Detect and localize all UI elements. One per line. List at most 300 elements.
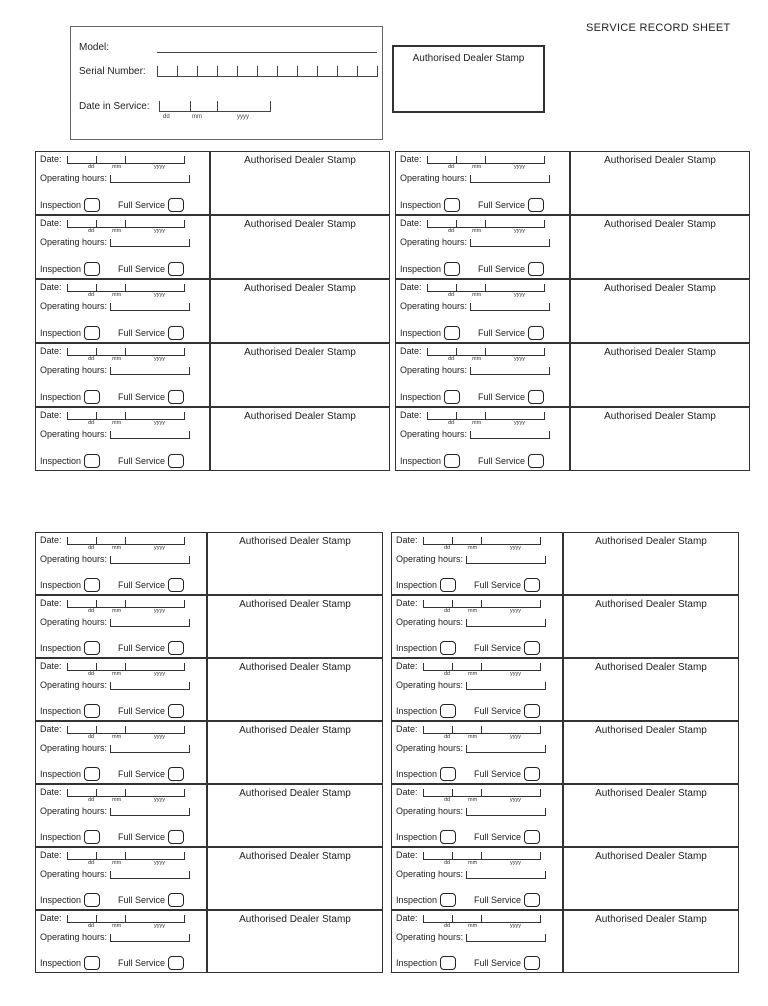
inspection-label: Inspection [40,264,82,274]
full-service-label: Full Service [118,580,166,590]
date-in-service-field[interactable] [159,101,271,112]
yyyy-caption: yyyy [154,797,165,803]
full-service-checkbox[interactable] [168,454,184,468]
dealer-stamp-cell[interactable]: Authorised Dealer Stamp [563,532,739,595]
full-service-checkbox[interactable] [168,390,184,404]
service-type-row [40,262,184,276]
full-service-checkbox[interactable] [528,326,544,340]
inspection-checkbox[interactable] [84,893,100,907]
full-service-checkbox[interactable] [524,767,540,781]
dealer-stamp-cell[interactable]: Authorised Dealer Stamp [570,215,750,279]
inspection-label: Inspection [40,200,82,210]
inspection-label: Inspection [40,769,82,779]
operating-hours-row [40,743,190,753]
yyyy-caption: yyyy [510,545,521,551]
serial-number-label: Serial Number: [79,66,146,78]
date-row [400,154,545,164]
service-entry-form [391,532,563,595]
operating-hours-row [40,237,190,247]
dd-caption: dd [88,860,95,866]
service-type-row [400,326,544,340]
inspection-label: Inspection [400,200,442,210]
dealer-stamp-cell[interactable]: Authorised Dealer Stamp [563,784,739,847]
date-label: Date: [396,913,418,923]
dealer-stamp-box[interactable]: Authorised Dealer Stamp [392,45,545,113]
full-service-label: Full Service [478,328,526,338]
inspection-label: Inspection [40,392,82,402]
operating-hours-label: Operating hours: [396,743,464,753]
inspection-checkbox[interactable] [84,578,100,592]
date-field[interactable] [64,850,185,860]
serial-number-field[interactable] [157,66,378,77]
dealer-stamp-cell[interactable]: Authorised Dealer Stamp [207,910,383,973]
date-row [400,346,545,356]
full-service-checkbox[interactable] [168,767,184,781]
operating-hours-label: Operating hours: [400,173,468,183]
date-label: Date: [40,724,62,734]
yyyy-caption: yyyy [154,356,165,362]
inspection-label: Inspection [40,643,82,653]
service-type-row [396,704,540,718]
dealer-stamp-cell[interactable]: Authorised Dealer Stamp [210,279,390,343]
service-record-row [35,151,750,215]
mm-caption: mm [112,164,122,170]
operating-hours-label: Operating hours: [40,743,108,753]
yyyy-caption: yyyy [510,923,521,929]
operating-hours-field[interactable] [110,239,190,247]
dd-caption: dd [88,545,95,551]
date-field[interactable] [64,661,185,671]
full-service-checkbox[interactable] [524,641,540,655]
date-field[interactable] [424,154,545,164]
dealer-stamp-cell[interactable]: Authorised Dealer Stamp [570,343,750,407]
date-field[interactable] [420,913,541,923]
operating-hours-label: Operating hours: [40,301,108,311]
date-field[interactable] [64,218,185,228]
full-service-checkbox[interactable] [528,454,544,468]
dealer-stamp-cell[interactable]: Authorised Dealer Stamp [207,721,383,784]
full-service-checkbox[interactable] [168,704,184,718]
date-row [396,850,541,860]
yyyy-caption: yyyy [510,608,521,614]
operating-hours-label: Operating hours: [396,554,464,564]
operating-hours-field[interactable] [110,682,190,690]
dd-caption: dd [88,797,95,803]
operating-hours-row [40,365,190,375]
inspection-checkbox[interactable] [84,262,100,276]
date-row [40,598,185,608]
date-row [40,787,185,797]
inspection-checkbox[interactable] [440,641,456,655]
date-label: Date: [396,661,418,671]
date-field[interactable] [64,787,185,797]
dealer-stamp-cell[interactable]: Authorised Dealer Stamp [570,407,750,471]
inspection-checkbox[interactable] [84,641,100,655]
date-field[interactable] [424,346,545,356]
mm-caption: mm [112,356,122,362]
full-service-checkbox[interactable] [168,326,184,340]
date-field[interactable] [420,850,541,860]
serial-number-row [79,66,378,77]
service-entry-form [395,407,570,471]
mm-caption: mm [112,420,122,426]
inspection-checkbox[interactable] [84,198,100,212]
full-service-checkbox[interactable] [168,262,184,276]
date-row [396,598,541,608]
full-service-label: Full Service [118,328,166,338]
date-row [400,218,545,228]
operating-hours-field[interactable] [470,303,550,311]
operating-hours-field[interactable] [110,556,190,564]
full-service-checkbox[interactable] [524,956,540,970]
operating-hours-field[interactable] [110,303,190,311]
inspection-checkbox[interactable] [84,704,100,718]
mm-caption: mm [468,923,478,929]
service-record-row [35,784,739,847]
service-record-row [35,847,739,910]
date-row [40,661,185,671]
operating-hours-label: Operating hours: [400,365,468,375]
yyyy-caption: yyyy [514,420,525,426]
operating-hours-label: Operating hours: [40,869,108,879]
date-field[interactable] [64,154,185,164]
dd-caption: dd [444,797,451,803]
full-service-label: Full Service [118,706,166,716]
operating-hours-field[interactable] [466,808,546,816]
date-field[interactable] [424,282,545,292]
inspection-checkbox[interactable] [84,454,100,468]
service-type-row [396,830,540,844]
dd-caption: dd [88,292,95,298]
service-record-row [35,595,739,658]
dd-caption: dd [88,608,95,614]
service-type-row [40,326,184,340]
inspection-checkbox[interactable] [84,326,100,340]
mm-caption: mm [112,228,122,234]
inspection-label: Inspection [396,643,438,653]
date-label: Date: [40,282,62,292]
date-label: Date: [40,850,62,860]
date-field[interactable] [420,787,541,797]
service-record-row [35,407,750,471]
dealer-stamp-cell[interactable]: Authorised Dealer Stamp [210,343,390,407]
operating-hours-row [40,680,190,690]
operating-hours-field[interactable] [470,431,550,439]
date-label: Date: [400,346,422,356]
operating-hours-row [400,237,550,247]
dd-caption: dd [448,164,455,170]
inspection-checkbox[interactable] [444,454,460,468]
operating-hours-label: Operating hours: [40,429,108,439]
date-row [40,154,185,164]
mm-caption: mm [112,608,122,614]
date-label: Date: [400,410,422,420]
inspection-label: Inspection [396,706,438,716]
service-entry-form [35,784,207,847]
service-type-row [40,956,184,970]
dd-caption: dd [444,860,451,866]
date-field[interactable] [64,282,185,292]
date-row [400,410,545,420]
operating-hours-label: Operating hours: [40,680,108,690]
service-entry-form [35,847,207,910]
dealer-stamp-cell[interactable]: Authorised Dealer Stamp [210,151,390,215]
mm-caption: mm [112,671,122,677]
service-type-row [40,578,184,592]
service-type-row [40,390,184,404]
date-field[interactable] [64,410,185,420]
mm-caption: mm [112,860,122,866]
full-service-checkbox[interactable] [524,704,540,718]
service-type-row [396,956,540,970]
dd-caption: dd [88,228,95,234]
inspection-checkbox[interactable] [84,767,100,781]
inspection-checkbox[interactable] [440,704,456,718]
operating-hours-label: Operating hours: [396,617,464,627]
service-record-row [35,532,739,595]
operating-hours-label: Operating hours: [40,365,108,375]
full-service-checkbox[interactable] [168,893,184,907]
dd-caption: dd [88,164,95,170]
operating-hours-field[interactable] [110,934,190,942]
yyyy-caption: yyyy [510,860,521,866]
dd-caption: dd [444,671,451,677]
yyyy-caption: yyyy [154,164,165,170]
page-title: SERVICE RECORD SHEET [586,22,731,34]
operating-hours-label: Operating hours: [396,932,464,942]
dealer-stamp-cell[interactable]: Authorised Dealer Stamp [563,721,739,784]
operating-hours-field[interactable] [110,619,190,627]
full-service-label: Full Service [118,264,166,274]
dealer-stamp-cell[interactable]: Authorised Dealer Stamp [570,279,750,343]
inspection-checkbox[interactable] [84,390,100,404]
operating-hours-row [396,932,546,942]
dd-caption: dd [88,923,95,929]
dd-caption: dd [88,734,95,740]
operating-hours-field[interactable] [470,175,550,183]
dd-caption: dd [88,671,95,677]
dealer-stamp-cell[interactable]: Authorised Dealer Stamp [207,784,383,847]
operating-hours-field[interactable] [466,619,546,627]
full-service-label: Full Service [474,769,522,779]
inspection-label: Inspection [40,456,82,466]
inspection-label: Inspection [40,706,82,716]
mm-caption: mm [112,292,122,298]
date-in-service-label: Date in Service: [79,101,150,113]
operating-hours-row [400,365,550,375]
operating-hours-row [40,173,190,183]
dealer-stamp-cell[interactable]: Authorised Dealer Stamp [207,658,383,721]
service-type-row [400,454,544,468]
dealer-stamp-cell[interactable]: Authorised Dealer Stamp [207,595,383,658]
full-service-checkbox[interactable] [528,390,544,404]
date-field[interactable] [64,913,185,923]
inspection-checkbox[interactable] [444,390,460,404]
operating-hours-field[interactable] [466,556,546,564]
inspection-checkbox[interactable] [444,198,460,212]
inspection-label: Inspection [40,895,82,905]
mm-caption: mm [468,797,478,803]
full-service-label: Full Service [118,958,166,968]
date-field[interactable] [424,410,545,420]
operating-hours-row [40,554,190,564]
date-label: Date: [396,850,418,860]
dd-caption: dd [88,420,95,426]
model-field[interactable] [157,41,377,53]
operating-hours-field[interactable] [470,367,550,375]
yyyy-caption: yyyy [514,228,525,234]
yyyy-caption: yyyy [237,114,249,120]
service-type-row [40,830,184,844]
dealer-stamp-cell[interactable]: Authorised Dealer Stamp [207,532,383,595]
inspection-checkbox[interactable] [444,262,460,276]
operating-hours-row [40,869,190,879]
operating-hours-field[interactable] [466,871,546,879]
operating-hours-label: Operating hours: [40,554,108,564]
date-label: Date: [40,346,62,356]
operating-hours-label: Operating hours: [400,301,468,311]
inspection-checkbox[interactable] [440,578,456,592]
operating-hours-field[interactable] [466,934,546,942]
service-record-row [35,721,739,784]
operating-hours-field[interactable] [110,808,190,816]
full-service-checkbox[interactable] [524,893,540,907]
date-row [40,850,185,860]
full-service-checkbox[interactable] [524,578,540,592]
date-label: Date: [40,154,62,164]
service-type-row [40,454,184,468]
date-row [396,535,541,545]
operating-hours-field[interactable] [110,175,190,183]
operating-hours-field[interactable] [466,745,546,753]
dealer-stamp-cell[interactable]: Authorised Dealer Stamp [563,595,739,658]
service-type-row [40,198,184,212]
operating-hours-row [396,554,546,564]
operating-hours-field[interactable] [110,745,190,753]
date-field[interactable] [64,598,185,608]
date-field[interactable] [64,535,185,545]
service-type-row [396,578,540,592]
yyyy-caption: yyyy [154,292,165,298]
date-row [396,913,541,923]
date-label: Date: [40,535,62,545]
mm-caption: mm [112,923,122,929]
operating-hours-row [400,429,550,439]
inspection-checkbox[interactable] [84,830,100,844]
dealer-stamp-cell[interactable]: Authorised Dealer Stamp [563,910,739,973]
full-service-checkbox[interactable] [168,578,184,592]
yyyy-caption: yyyy [514,164,525,170]
operating-hours-field[interactable] [110,367,190,375]
dealer-stamp-cell[interactable]: Authorised Dealer Stamp [570,151,750,215]
dealer-stamp-cell[interactable]: Authorised Dealer Stamp [207,847,383,910]
operating-hours-field[interactable] [110,431,190,439]
dealer-stamp-cell[interactable]: Authorised Dealer Stamp [563,847,739,910]
yyyy-caption: yyyy [514,292,525,298]
full-service-checkbox[interactable] [524,830,540,844]
operating-hours-label: Operating hours: [396,869,464,879]
service-type-row [40,893,184,907]
operating-hours-field[interactable] [110,871,190,879]
date-field[interactable] [420,724,541,734]
operating-hours-label: Operating hours: [400,237,468,247]
operating-hours-row [396,806,546,816]
inspection-checkbox[interactable] [440,830,456,844]
dealer-stamp-cell[interactable]: Authorised Dealer Stamp [563,658,739,721]
date-field[interactable] [64,346,185,356]
inspection-checkbox[interactable] [440,893,456,907]
inspection-checkbox[interactable] [440,956,456,970]
full-service-label: Full Service [474,580,522,590]
date-label: Date: [396,787,418,797]
date-field[interactable] [420,535,541,545]
date-row [400,282,545,292]
full-service-checkbox[interactable] [168,830,184,844]
service-record-row [35,910,739,973]
service-entry-form [35,407,210,471]
mm-caption: mm [468,860,478,866]
mm-caption: mm [112,797,122,803]
inspection-label: Inspection [400,392,442,402]
operating-hours-field[interactable] [470,239,550,247]
full-service-label: Full Service [118,456,166,466]
full-service-checkbox[interactable] [168,641,184,655]
inspection-checkbox[interactable] [84,956,100,970]
service-entry-form [391,847,563,910]
full-service-label: Full Service [478,264,526,274]
yyyy-caption: yyyy [154,671,165,677]
date-label: Date: [40,787,62,797]
operating-hours-row [40,301,190,311]
full-service-checkbox[interactable] [168,956,184,970]
dealer-stamp-cell[interactable]: Authorised Dealer Stamp [210,215,390,279]
service-type-row [40,767,184,781]
date-row [396,724,541,734]
inspection-checkbox[interactable] [444,326,460,340]
full-service-label: Full Service [118,769,166,779]
full-service-checkbox[interactable] [168,198,184,212]
operating-hours-label: Operating hours: [40,932,108,942]
inspection-label: Inspection [396,832,438,842]
operating-hours-field[interactable] [466,682,546,690]
mm-caption: mm [112,545,122,551]
full-service-checkbox[interactable] [528,262,544,276]
full-service-label: Full Service [118,895,166,905]
date-row [40,346,185,356]
dealer-stamp-cell[interactable]: Authorised Dealer Stamp [210,407,390,471]
yyyy-caption: yyyy [154,420,165,426]
date-field[interactable] [64,724,185,734]
date-field[interactable] [424,218,545,228]
operating-hours-row [40,932,190,942]
mm-caption: mm [468,734,478,740]
date-field[interactable] [420,661,541,671]
date-row [40,282,185,292]
operating-hours-row [40,806,190,816]
full-service-label: Full Service [478,392,526,402]
mm-caption: mm [472,164,482,170]
inspection-checkbox[interactable] [440,767,456,781]
operating-hours-row [400,301,550,311]
operating-hours-row [396,680,546,690]
dd-caption: dd [444,608,451,614]
dd-caption: dd [448,420,455,426]
full-service-label: Full Service [474,643,522,653]
machine-info-box [70,26,383,140]
service-entry-form [35,595,207,658]
date-field[interactable] [420,598,541,608]
full-service-checkbox[interactable] [528,198,544,212]
